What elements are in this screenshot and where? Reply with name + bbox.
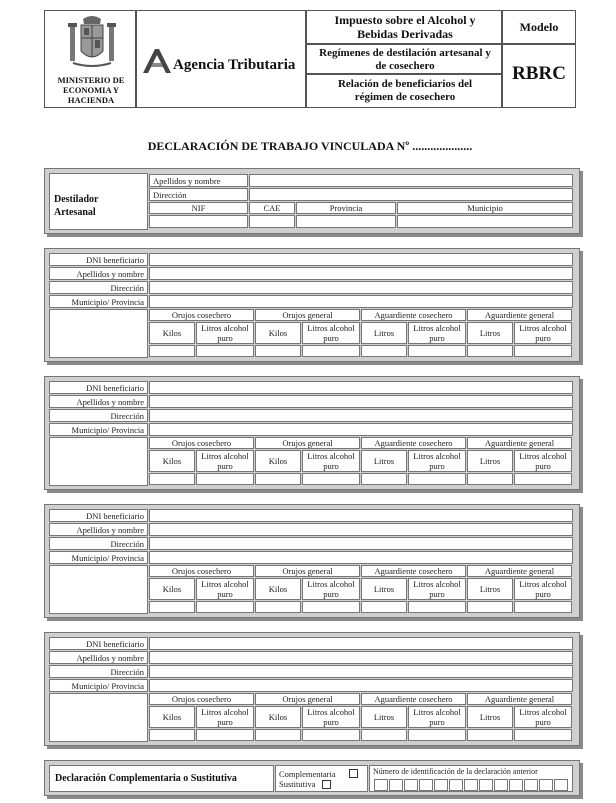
beneficiary-dni-input[interactable] <box>149 381 573 394</box>
beneficiary-kilos-label-cell <box>255 322 301 344</box>
beneficiary-litros-label: Litros <box>373 712 395 722</box>
beneficiary-litros-label: Litros <box>479 328 501 338</box>
prev-id-digit-box[interactable] <box>374 779 388 791</box>
beneficiary-litros-label-cell <box>361 322 407 344</box>
beneficiary-kilos-label-cell <box>255 706 301 728</box>
beneficiary-kilos-label: Kilos <box>162 456 182 466</box>
beneficiary-name-label-cell <box>49 267 148 280</box>
distiller-cae-label-cell <box>249 202 295 214</box>
beneficiary-municipality-label-cell <box>49 423 148 436</box>
beneficiary-orujos-general-header <box>255 693 360 705</box>
beneficiary-name-input[interactable] <box>149 651 573 664</box>
tax-title-box <box>306 10 502 44</box>
beneficiary-kilos-label: Kilos <box>268 584 288 594</box>
beneficiary-dni-label-cell <box>49 509 148 522</box>
beneficiary-name-label-cell <box>49 523 148 536</box>
regime-title: Regímenes de destilación artesanal y de cosechero <box>319 47 491 72</box>
beneficiary-orujos-cosechero-kilos-input[interactable] <box>149 729 195 741</box>
beneficiary-aguardiente-cosechero-lap-input[interactable] <box>408 473 466 485</box>
beneficiary-litros-alcohol-label-cell <box>196 322 254 344</box>
beneficiary-kilos-label-cell <box>149 322 195 344</box>
beneficiary-aguardiente-cosechero-litros-input[interactable] <box>361 473 407 485</box>
beneficiary-municipality-label: Municipio/ Provincia <box>71 297 144 307</box>
beneficiary-municipality-label-cell <box>49 679 148 692</box>
beneficiary-name-label: Apellidos y nombre <box>76 653 144 663</box>
agency-box <box>136 10 306 108</box>
beneficiary-aguardiente-general-header <box>467 437 572 449</box>
beneficiary-dni-label: DNI beneficiario <box>86 383 144 393</box>
beneficiary-litros-alcohol-label: Litros alcohol puro <box>201 323 249 343</box>
footer-label: Declaración Complementaria o Sustitutiva <box>55 773 237 784</box>
prev-id-digit-box[interactable] <box>464 779 478 791</box>
beneficiary-litros-label-cell <box>467 322 513 344</box>
beneficiary-name-label: Apellidos y nombre <box>76 397 144 407</box>
beneficiary-aguardiente-cosechero-label: Aguardiente cosechero <box>374 694 453 704</box>
beneficiary-name-label: Apellidos y nombre <box>76 269 144 279</box>
distiller-name-label-cell <box>149 174 248 187</box>
beneficiary-aguardiente-general-litros-input[interactable] <box>467 601 513 613</box>
beneficiary-litros-alcohol-label-cell <box>514 578 572 600</box>
beneficiary-orujos-general-header <box>255 437 360 449</box>
beneficiary-orujos-general-header <box>255 565 360 577</box>
beneficiary-litros-alcohol-label: Litros alcohol puro <box>413 579 461 599</box>
beneficiary-aguardiente-general-lap-input[interactable] <box>514 473 572 485</box>
prev-id-digit-box[interactable] <box>479 779 493 791</box>
beneficiary-aguardiente-cosechero-header <box>361 565 466 577</box>
beneficiary-aguardiente-cosechero-header <box>361 693 466 705</box>
beneficiary-litros-alcohol-label-cell <box>408 578 466 600</box>
beneficiary-orujos-cosechero-kilos-input[interactable] <box>149 601 195 613</box>
beneficiary-litros-alcohol-label: Litros alcohol puro <box>307 323 355 343</box>
beneficiary-litros-alcohol-label: Litros alcohol puro <box>519 707 567 727</box>
beneficiary-litros-alcohol-label-cell <box>408 322 466 344</box>
beneficiary-orujos-cosechero-label: Orujos cosechero <box>171 694 232 704</box>
beneficiary-litros-alcohol-label-cell <box>408 450 466 472</box>
beneficiary-dni-label: DNI beneficiario <box>86 639 144 649</box>
beneficiary-orujos-general-label: Orujos general <box>282 694 333 704</box>
sustitutiva-label: Sustitutiva <box>279 779 316 789</box>
beneficiary-aguardiente-cosechero-lap-input[interactable] <box>408 729 466 741</box>
beneficiary-litros-alcohol-label: Litros alcohol puro <box>201 579 249 599</box>
regime-title-box <box>306 44 502 74</box>
beneficiary-orujos-general-header <box>255 309 360 321</box>
beneficiary-municipality-label-cell <box>49 551 148 564</box>
beneficiary-address-label-cell <box>49 537 148 550</box>
ministry-box <box>44 10 136 108</box>
beneficiary-name-input[interactable] <box>149 395 573 408</box>
beneficiary-litros-alcohol-label: Litros alcohol puro <box>519 579 567 599</box>
distiller-municipality-label-cell <box>397 202 573 214</box>
coat-of-arms-icon <box>67 13 117 71</box>
footer-panel <box>44 760 580 796</box>
beneficiary-blank-cell <box>49 309 148 358</box>
beneficiary-kilos-label-cell <box>255 578 301 600</box>
prev-id-digit-box[interactable] <box>524 779 538 791</box>
beneficiary-litros-label: Litros <box>479 584 501 594</box>
beneficiary-orujos-general-lap-input[interactable] <box>302 345 360 357</box>
beneficiary-orujos-general-label: Orujos general <box>282 438 333 448</box>
model-code-box <box>502 44 576 108</box>
distiller-province-input[interactable] <box>296 215 396 228</box>
model-code: RBRC <box>512 63 566 84</box>
beneficiary-orujos-cosechero-kilos-input[interactable] <box>149 473 195 485</box>
beneficiary-aguardiente-cosechero-header <box>361 309 466 321</box>
beneficiary-address-input[interactable] <box>149 537 573 550</box>
beneficiary-aguardiente-cosechero-litros-input[interactable] <box>361 345 407 357</box>
beneficiary-address-label: Dirección <box>110 411 144 421</box>
beneficiary-blank-cell <box>49 565 148 614</box>
sustitutiva-checkbox[interactable] <box>322 780 331 789</box>
beneficiary-panel-4 <box>44 632 580 746</box>
beneficiary-litros-alcohol-label-cell <box>196 706 254 728</box>
beneficiary-name-label: Apellidos y nombre <box>76 525 144 535</box>
beneficiary-aguardiente-cosechero-label: Aguardiente cosechero <box>374 310 453 320</box>
model-label-box <box>502 10 576 44</box>
beneficiary-orujos-general-kilos-input[interactable] <box>255 601 301 613</box>
beneficiary-address-input[interactable] <box>149 409 573 422</box>
beneficiary-municipality-input[interactable] <box>149 295 573 308</box>
distiller-name-label: Apellidos y nombre <box>153 176 221 186</box>
beneficiary-municipality-label: Municipio/ Provincia <box>71 553 144 563</box>
distiller-panel <box>44 168 580 234</box>
beneficiary-orujos-general-kilos-input[interactable] <box>255 345 301 357</box>
beneficiary-litros-alcohol-label-cell <box>196 450 254 472</box>
beneficiary-litros-alcohol-label: Litros alcohol puro <box>413 451 461 471</box>
beneficiary-litros-label-cell <box>467 706 513 728</box>
beneficiary-panel-3 <box>44 504 580 618</box>
distiller-address-label-cell <box>149 188 248 201</box>
beneficiary-aguardiente-general-litros-input[interactable] <box>467 345 513 357</box>
distiller-address-input[interactable] <box>249 188 573 201</box>
beneficiary-orujos-cosechero-header <box>149 437 254 449</box>
beneficiary-aguardiente-cosechero-lap-input[interactable] <box>408 601 466 613</box>
beneficiary-municipality-label: Municipio/ Provincia <box>71 425 144 435</box>
beneficiary-aguardiente-cosechero-header <box>361 437 466 449</box>
model-label: Modelo <box>519 20 559 34</box>
beneficiary-municipality-input[interactable] <box>149 679 573 692</box>
beneficiary-aguardiente-general-label: Aguardiente general <box>484 566 555 576</box>
beneficiary-dni-label-cell <box>49 637 148 650</box>
prev-id-digit-box[interactable] <box>509 779 523 791</box>
beneficiary-aguardiente-general-lap-input[interactable] <box>514 729 572 741</box>
beneficiary-orujos-cosechero-lap-input[interactable] <box>196 601 254 613</box>
ministry-name: MINISTERIO DE ECONOMIA Y HACIENDA <box>57 75 125 105</box>
beneficiary-orujos-cosechero-header <box>149 565 254 577</box>
beneficiary-dni-label: DNI beneficiario <box>86 511 144 521</box>
beneficiary-litros-alcohol-label-cell <box>302 706 360 728</box>
beneficiary-dni-input[interactable] <box>149 637 573 650</box>
beneficiary-orujos-cosechero-lap-input[interactable] <box>196 729 254 741</box>
beneficiary-panel-1 <box>44 248 580 362</box>
beneficiary-litros-alcohol-label-cell <box>408 706 466 728</box>
beneficiary-municipality-input[interactable] <box>149 423 573 436</box>
distiller-cae-input[interactable] <box>249 215 295 228</box>
beneficiary-dni-input[interactable] <box>149 253 573 266</box>
beneficiary-litros-alcohol-label-cell <box>302 450 360 472</box>
beneficiary-municipality-input[interactable] <box>149 551 573 564</box>
beneficiary-municipality-label-cell <box>49 295 148 308</box>
beneficiary-aguardiente-general-header <box>467 309 572 321</box>
beneficiary-orujos-general-lap-input[interactable] <box>302 601 360 613</box>
beneficiary-litros-alcohol-label-cell <box>196 578 254 600</box>
beneficiary-litros-alcohol-label: Litros alcohol puro <box>413 707 461 727</box>
beneficiary-litros-alcohol-label: Litros alcohol puro <box>519 323 567 343</box>
complementaria-checkbox[interactable] <box>349 769 358 778</box>
agency-name: Agencia Tributaria <box>173 57 296 73</box>
beneficiary-litros-label-cell <box>467 450 513 472</box>
beneficiary-dni-label: DNI beneficiario <box>86 255 144 265</box>
distiller-cae-label: CAE <box>263 203 281 213</box>
distiller-municipality-label: Municipio <box>467 203 503 213</box>
beneficiary-orujos-cosechero-label: Orujos cosechero <box>171 566 232 576</box>
beneficiary-aguardiente-cosechero-litros-input[interactable] <box>361 729 407 741</box>
beneficiary-kilos-label: Kilos <box>268 328 288 338</box>
beneficiary-aguardiente-general-lap-input[interactable] <box>514 601 572 613</box>
beneficiary-address-label-cell <box>49 409 148 422</box>
beneficiary-municipality-label: Municipio/ Provincia <box>71 681 144 691</box>
beneficiary-aguardiente-cosechero-litros-input[interactable] <box>361 601 407 613</box>
beneficiary-kilos-label: Kilos <box>268 456 288 466</box>
beneficiary-aguardiente-general-header <box>467 693 572 705</box>
beneficiary-panel-2 <box>44 376 580 490</box>
distiller-nif-input[interactable] <box>149 215 248 228</box>
beneficiary-orujos-general-kilos-input[interactable] <box>255 473 301 485</box>
beneficiary-dni-label-cell <box>49 253 148 266</box>
beneficiary-litros-alcohol-label: Litros alcohol puro <box>307 579 355 599</box>
prev-id-digit-box[interactable] <box>494 779 508 791</box>
tax-title: Impuesto sobre el Alcohol y Bebidas Derivadas <box>334 13 476 41</box>
beneficiary-litros-label-cell <box>361 578 407 600</box>
list-title: Relación de beneficiarios del régimen de cosechero <box>337 78 473 103</box>
beneficiary-litros-label-cell <box>361 450 407 472</box>
beneficiary-orujos-cosechero-label: Orujos cosechero <box>171 438 232 448</box>
distiller-nif-label: NIF <box>191 203 206 213</box>
beneficiary-dni-label-cell <box>49 381 148 394</box>
distiller-province-label-cell <box>296 202 396 214</box>
beneficiary-orujos-cosechero-lap-input[interactable] <box>196 345 254 357</box>
beneficiary-address-label: Dirección <box>110 283 144 293</box>
beneficiary-litros-alcohol-label-cell <box>514 706 572 728</box>
beneficiary-orujos-general-label: Orujos general <box>282 310 333 320</box>
prev-id-digit-box[interactable] <box>389 779 403 791</box>
prev-id-digit-box[interactable] <box>539 779 553 791</box>
beneficiary-aguardiente-general-label: Aguardiente general <box>484 694 555 704</box>
beneficiary-litros-alcohol-label-cell <box>302 578 360 600</box>
beneficiary-litros-alcohol-label-cell <box>302 322 360 344</box>
prev-id-digit-box[interactable] <box>404 779 418 791</box>
beneficiary-address-label: Dirección <box>110 539 144 549</box>
beneficiary-aguardiente-general-label: Aguardiente general <box>484 438 555 448</box>
distiller-label: Destilador Artesanal <box>54 194 99 218</box>
beneficiary-kilos-label-cell <box>149 706 195 728</box>
beneficiary-litros-alcohol-label: Litros alcohol puro <box>413 323 461 343</box>
beneficiary-address-label-cell <box>49 281 148 294</box>
prev-id-box <box>369 765 573 792</box>
beneficiary-blank-cell <box>49 693 148 742</box>
beneficiary-orujos-cosechero-header <box>149 693 254 705</box>
beneficiary-litros-label: Litros <box>373 328 395 338</box>
beneficiary-address-input[interactable] <box>149 281 573 294</box>
beneficiary-kilos-label: Kilos <box>162 584 182 594</box>
beneficiary-litros-alcohol-label: Litros alcohol puro <box>307 707 355 727</box>
beneficiary-name-input[interactable] <box>149 523 573 536</box>
distiller-name-input[interactable] <box>249 174 573 187</box>
beneficiary-litros-label-cell <box>361 706 407 728</box>
beneficiary-kilos-label-cell <box>149 578 195 600</box>
beneficiary-aguardiente-cosechero-label: Aguardiente cosechero <box>374 438 453 448</box>
beneficiary-litros-alcohol-label-cell <box>514 450 572 472</box>
distiller-municipality-input[interactable] <box>397 215 573 228</box>
beneficiary-aguardiente-general-header <box>467 565 572 577</box>
beneficiary-kilos-label-cell <box>255 450 301 472</box>
beneficiary-litros-label: Litros <box>479 712 501 722</box>
beneficiary-kilos-label-cell <box>149 450 195 472</box>
prev-id-label: Número de identificación de la declaración anterior <box>373 767 538 776</box>
beneficiary-name-label-cell <box>49 395 148 408</box>
beneficiary-litros-alcohol-label: Litros alcohol puro <box>201 451 249 471</box>
beneficiary-litros-alcohol-label-cell <box>514 322 572 344</box>
distiller-label-box <box>49 173 148 230</box>
beneficiary-orujos-cosechero-header <box>149 309 254 321</box>
beneficiary-orujos-general-label: Orujos general <box>282 566 333 576</box>
beneficiary-orujos-cosechero-lap-input[interactable] <box>196 473 254 485</box>
beneficiary-aguardiente-cosechero-label: Aguardiente cosechero <box>374 566 453 576</box>
distiller-nif-label-cell <box>149 202 248 214</box>
complementaria-label: Complementaria <box>279 769 336 779</box>
beneficiary-address-input[interactable] <box>149 665 573 678</box>
beneficiary-dni-input[interactable] <box>149 509 573 522</box>
prev-id-digit-box[interactable] <box>434 779 448 791</box>
beneficiary-litros-alcohol-label: Litros alcohol puro <box>519 451 567 471</box>
beneficiary-orujos-cosechero-kilos-input[interactable] <box>149 345 195 357</box>
footer-options-box <box>275 765 368 792</box>
beneficiary-name-label-cell <box>49 651 148 664</box>
beneficiary-litros-label: Litros <box>373 584 395 594</box>
beneficiary-blank-cell <box>49 437 148 486</box>
beneficiary-aguardiente-cosechero-lap-input[interactable] <box>408 345 466 357</box>
beneficiary-orujos-general-kilos-input[interactable] <box>255 729 301 741</box>
beneficiary-address-label: Dirección <box>110 667 144 677</box>
prev-id-digit-box[interactable] <box>449 779 463 791</box>
beneficiary-aguardiente-general-lap-input[interactable] <box>514 345 572 357</box>
footer-label-box <box>49 765 274 792</box>
list-title-box <box>306 74 502 108</box>
distiller-province-label: Provincia <box>329 203 363 213</box>
prev-id-digit-box[interactable] <box>554 779 568 791</box>
agency-logo-icon <box>141 45 173 75</box>
beneficiary-orujos-general-lap-input[interactable] <box>302 729 360 741</box>
prev-id-digit-box[interactable] <box>419 779 433 791</box>
beneficiary-orujos-general-lap-input[interactable] <box>302 473 360 485</box>
beneficiary-litros-label: Litros <box>479 456 501 466</box>
beneficiary-kilos-label: Kilos <box>162 328 182 338</box>
beneficiary-orujos-cosechero-label: Orujos cosechero <box>171 310 232 320</box>
distiller-address-label: Dirección <box>153 190 187 200</box>
declaration-title: DECLARACIÓN DE TRABAJO VINCULADA Nº .................... <box>147 139 473 153</box>
beneficiary-aguardiente-general-litros-input[interactable] <box>467 473 513 485</box>
beneficiary-litros-label: Litros <box>373 456 395 466</box>
beneficiary-aguardiente-general-litros-input[interactable] <box>467 729 513 741</box>
beneficiary-aguardiente-general-label: Aguardiente general <box>484 310 555 320</box>
beneficiary-address-label-cell <box>49 665 148 678</box>
beneficiary-kilos-label: Kilos <box>162 712 182 722</box>
beneficiary-litros-alcohol-label: Litros alcohol puro <box>307 451 355 471</box>
beneficiary-litros-label-cell <box>467 578 513 600</box>
beneficiary-kilos-label: Kilos <box>268 712 288 722</box>
beneficiary-name-input[interactable] <box>149 267 573 280</box>
beneficiary-litros-alcohol-label: Litros alcohol puro <box>201 707 249 727</box>
